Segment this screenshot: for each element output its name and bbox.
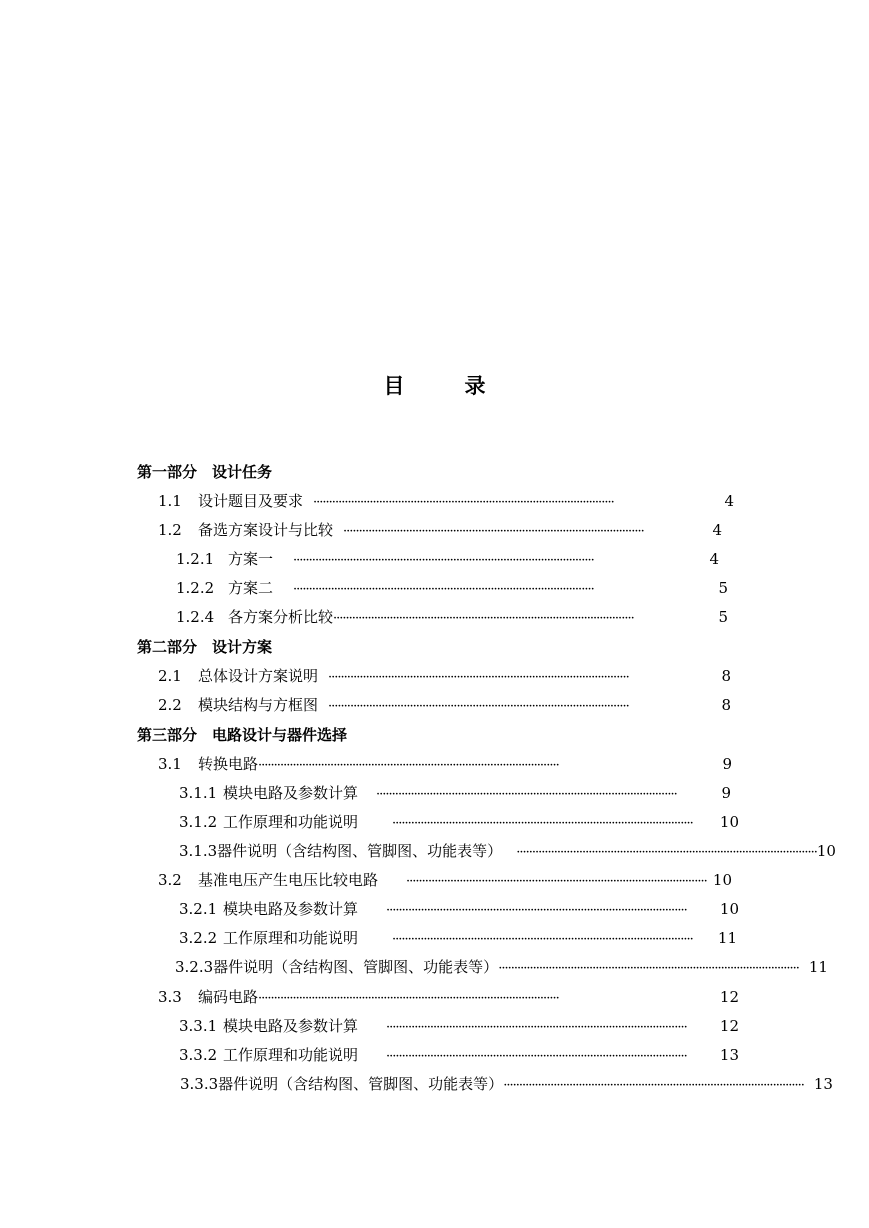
toc-entry[interactable]	[158, 866, 732, 895]
toc-leader-dots: ································································································	[386, 1020, 687, 1035]
toc-leader-dots: ································································································	[503, 1078, 804, 1093]
toc-leader-dots: ································································································	[258, 758, 559, 773]
toc-entry-label: 工作原理和功能说明	[223, 813, 359, 831]
toc-entry[interactable]	[158, 750, 732, 779]
title-char-2: 录	[464, 374, 486, 398]
toc-entry-page: 10	[719, 813, 739, 831]
toc-entry[interactable]	[180, 1070, 833, 1099]
toc-entry-page: 4	[709, 550, 719, 568]
toc-entry-page: 10	[712, 871, 732, 889]
toc-leader-dots: ································································································	[386, 903, 687, 918]
toc-entry[interactable]	[158, 516, 722, 545]
toc-entry-label: 器件说明（含结构图、管脚图、功能表等）	[213, 958, 499, 976]
toc-entry-label: 备选方案设计与比较	[198, 521, 334, 539]
toc-entry-number: 3.1.3	[179, 842, 218, 860]
toc-entry-page: 5	[718, 608, 728, 626]
title-char-1: 目	[383, 374, 405, 398]
toc-entry-label: 基准电压产生电压比较电路	[198, 871, 379, 889]
toc-entry-page: 10	[816, 842, 836, 860]
toc-entry-number: 3.1.1	[179, 784, 218, 802]
toc-entry-label: 工作原理和功能说明	[223, 929, 359, 947]
toc-entry-label: 器件说明（含结构图、管脚图、功能表等）	[217, 842, 503, 860]
toc-entry-label: 方案一	[228, 550, 274, 568]
toc-entry[interactable]	[179, 837, 836, 866]
toc-part-label: 第一部分 设计任务	[137, 463, 273, 481]
toc-entry-number: 3.3.2	[179, 1046, 218, 1064]
toc-entry[interactable]	[179, 808, 739, 837]
toc-entry-label: 方案二	[228, 579, 274, 597]
toc-entry-page: 8	[721, 667, 731, 685]
toc-entry-page: 8	[721, 696, 731, 714]
toc-entry[interactable]	[158, 487, 734, 516]
toc-entry-page: 11	[717, 929, 737, 947]
toc-entry-number: 3.2	[158, 871, 182, 889]
toc-entry-number: 1.2.2	[176, 579, 215, 597]
toc-entry-label: 模块电路及参数计算	[223, 900, 359, 918]
toc-entry-number: 3.3.1	[179, 1017, 218, 1035]
toc-entry-label: 各方案分析比较	[228, 608, 334, 626]
toc-leader-dots: ································································································	[343, 524, 644, 539]
toc-entry-page: 13	[813, 1075, 833, 1093]
toc-leader-dots: ································································································	[328, 699, 629, 714]
toc-entry[interactable]	[158, 662, 731, 691]
toc-entry-page: 11	[808, 958, 828, 976]
toc-entry-page: 4	[724, 492, 734, 510]
toc-leader-dots: ································································································	[386, 1049, 687, 1064]
toc-leader-dots: ································································································	[498, 961, 799, 976]
toc-entry-page: 9	[721, 784, 731, 802]
toc-entry-page: 13	[719, 1046, 739, 1064]
toc-leader-dots: ································································································	[376, 787, 677, 802]
toc-entry[interactable]	[176, 603, 728, 632]
toc-entry[interactable]	[179, 779, 731, 808]
toc-entry-number: 1.1	[158, 492, 182, 510]
toc-entry[interactable]	[176, 545, 719, 574]
toc-entry-number: 3.2.3	[175, 958, 214, 976]
toc-entry-number: 3.2.1	[179, 900, 218, 918]
toc-entry-number: 1.2	[158, 521, 182, 539]
toc-entry-page: 12	[719, 1017, 739, 1035]
toc-leader-dots: ································································································	[392, 816, 693, 831]
toc-entry-number: 2.1	[158, 667, 182, 685]
toc-leader-dots: ································································································	[328, 670, 629, 685]
toc-leader-dots: ································································································	[313, 495, 614, 510]
toc-entry-page: 5	[718, 579, 728, 597]
toc-entry-number: 3.1.2	[179, 813, 218, 831]
toc-entry[interactable]	[175, 953, 828, 982]
toc-entry-number: 3.2.2	[179, 929, 218, 947]
toc-entry-label: 模块结构与方框图	[198, 696, 319, 714]
toc-entry-number: 3.1	[158, 755, 182, 773]
toc-leader-dots: ································································································	[392, 932, 693, 947]
toc-leader-dots: ································································································	[333, 611, 634, 626]
toc-entry-label: 转换电路	[198, 755, 259, 773]
toc-entry-label: 模块电路及参数计算	[223, 1017, 359, 1035]
toc-entry[interactable]	[179, 895, 739, 924]
toc-entry-page: 10	[719, 900, 739, 918]
toc-entry-number: 2.2	[158, 696, 182, 714]
toc-leader-dots: ································································································	[406, 874, 707, 889]
toc-part-label: 第二部分 设计方案	[137, 638, 273, 656]
toc-entry[interactable]	[179, 924, 737, 953]
toc-entry-number: 3.3.3	[180, 1075, 219, 1093]
toc-leader-dots: ································································································	[258, 991, 559, 1006]
toc-part-label: 第三部分 电路设计与器件选择	[137, 726, 348, 744]
toc-entry-label: 器件说明（含结构图、管脚图、功能表等）	[218, 1075, 504, 1093]
toc-entry-label: 总体设计方案说明	[198, 667, 319, 685]
toc-entry[interactable]	[179, 1041, 739, 1070]
toc-part-heading	[137, 721, 347, 750]
toc-entry-number: 1.2.1	[176, 550, 215, 568]
toc-entry[interactable]	[158, 691, 731, 720]
toc-leader-dots: ································································································	[516, 845, 817, 860]
toc-part-heading	[137, 633, 272, 662]
toc-leader-dots: ································································································	[293, 582, 594, 597]
page-title	[0, 370, 869, 400]
toc-entry-page: 4	[712, 521, 722, 539]
toc-leader-dots: ································································································	[293, 553, 594, 568]
toc-entry[interactable]	[158, 983, 739, 1012]
toc-entry[interactable]	[179, 1012, 739, 1041]
toc-part-heading	[137, 458, 272, 487]
toc-entry-label: 编码电路	[198, 988, 259, 1006]
toc-entry[interactable]	[176, 574, 728, 603]
toc-entry-label: 设计题目及要求	[198, 492, 304, 510]
toc-entry-label: 工作原理和功能说明	[223, 1046, 359, 1064]
toc-entry-label: 模块电路及参数计算	[223, 784, 359, 802]
toc-entry-page: 9	[722, 755, 732, 773]
toc-entry-number: 1.2.4	[176, 608, 215, 626]
toc-entry-page: 12	[719, 988, 739, 1006]
toc-entry-number: 3.3	[158, 988, 182, 1006]
